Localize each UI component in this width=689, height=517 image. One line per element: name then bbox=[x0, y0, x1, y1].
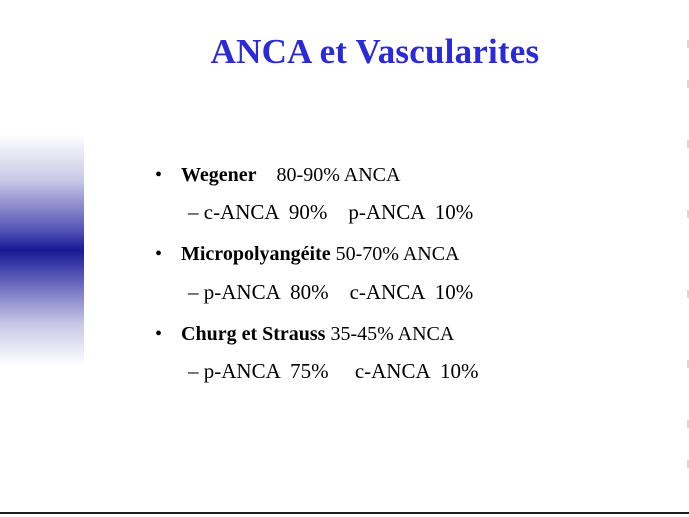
bullet-item-churg-strauss bbox=[155, 321, 454, 347]
bullet-icon: • bbox=[155, 164, 163, 186]
bullet-icon: • bbox=[155, 243, 163, 265]
dash-icon: – bbox=[188, 200, 199, 224]
sub-item-churg-strauss bbox=[188, 358, 478, 384]
bullet-value: 50-70% ANCA bbox=[335, 243, 460, 265]
sub-item-text: p-ANCA 80% c-ANCA 10% bbox=[203, 280, 474, 304]
sub-item-wegener bbox=[188, 199, 473, 225]
sub-item-text: p-ANCA 75% c-ANCA 10% bbox=[203, 359, 479, 383]
bullet-icon: • bbox=[155, 323, 163, 345]
bullet-term: Churg et Strauss bbox=[181, 323, 326, 345]
slide-title: ANCA et Vascularites bbox=[210, 32, 540, 71]
sub-item-micropolyangeite bbox=[188, 279, 473, 305]
bottom-border-line bbox=[0, 512, 689, 514]
bullet-value: 80-90% ANCA bbox=[276, 164, 401, 186]
dash-icon: – bbox=[188, 359, 199, 383]
bullet-term: Wegener bbox=[181, 164, 257, 186]
bullet-item-micropolyangeite bbox=[155, 241, 460, 267]
bullet-item-wegener bbox=[155, 162, 400, 188]
sub-item-text: c-ANCA 90% p-ANCA 10% bbox=[203, 200, 474, 224]
dash-icon: – bbox=[188, 280, 199, 304]
bullet-term: Micropolyangéite bbox=[181, 243, 331, 265]
bullet-value: 35-45% ANCA bbox=[330, 323, 455, 345]
